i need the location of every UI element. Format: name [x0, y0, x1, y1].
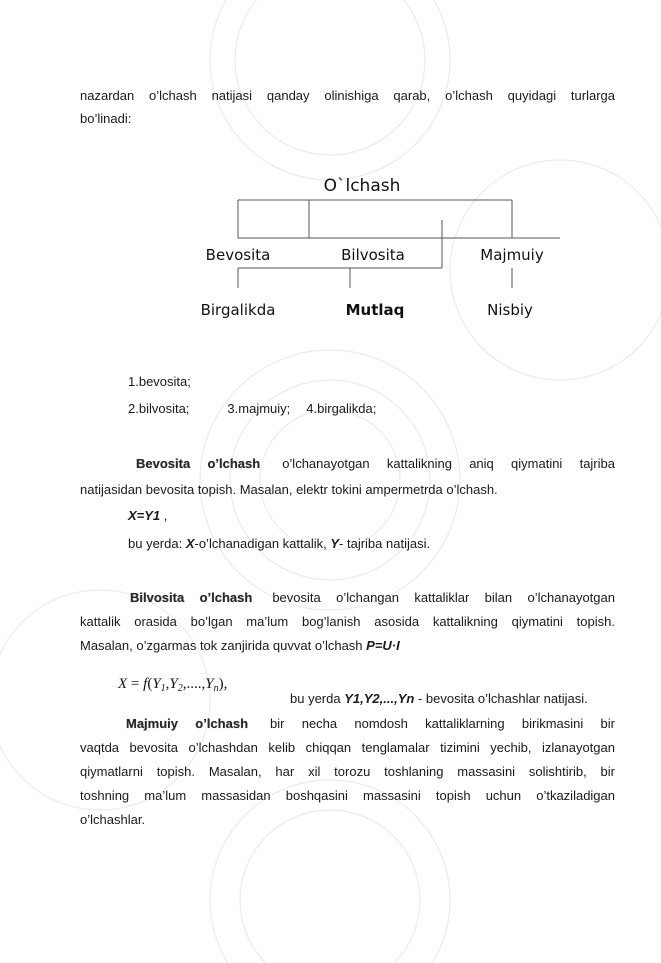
- bilvosita-line-1-text: bevosita o’lchangan kattaliklar bilan o’lchanayotgan: [272, 590, 615, 605]
- formula-fn: f: [143, 676, 148, 692]
- formula-y2-sub: 2: [177, 683, 183, 694]
- bevosita-where-prefix: bu yerda:: [128, 536, 183, 551]
- bilvosita-line-3-text: Masalan, o’zgarmas tok zanjirida quvvat o’lchash: [80, 638, 363, 653]
- formula-lhs: X: [118, 676, 128, 692]
- bilvosita-line-3: [80, 634, 615, 657]
- list-row-2: [128, 397, 608, 420]
- majmuiy-line-4: toshning ma’lum massasidan boshqasini massasini topish uchun o’tkaziladigan: [80, 788, 615, 803]
- bevosita-formula: X=Y1: [128, 508, 161, 523]
- formula-yn: Y: [205, 676, 214, 692]
- majmuiy-line-1: [80, 712, 615, 735]
- diagram-node-bevosita: Bevosita: [205, 246, 271, 264]
- bilvosita-line-1: [80, 586, 615, 609]
- list-item-1: 1.bevosita;: [128, 374, 191, 389]
- formula-yn-sub: n: [213, 683, 219, 694]
- bevosita-formula-tail: ,: [163, 508, 168, 523]
- bevosita-line-1: [80, 452, 615, 475]
- formula-dots: ,....,: [182, 676, 206, 692]
- diagram-node-majmuiy: Majmuiy: [480, 246, 544, 264]
- majmuiy-line-5: o’lchashlar.: [80, 812, 146, 827]
- bevosita-where-y: Y: [330, 536, 340, 551]
- bilvosita-term: Bilvosita o’lchash: [130, 590, 253, 605]
- measurement-types-diagram: [190, 170, 560, 330]
- diagram-node-nisbiy: Nisbiy: [487, 301, 533, 319]
- bilvosita-line-2: kattalik orasida bo’lgan ma’lum bog’lanish asosida kattalikning qiymatini topish.: [80, 614, 615, 629]
- formula-y2: Y: [169, 676, 178, 692]
- formula-note-prefix: bu yerda: [290, 691, 341, 706]
- list-item-4: 4.birgalikda;: [306, 401, 377, 416]
- formula-y1: Y: [152, 676, 161, 692]
- intro-line-1: nazardan o’lchash natijasi qanday olinishiga qarab, o’lchash quyidagi turlarga: [80, 88, 615, 103]
- bevosita-line-2: natijasidan bevosita topish. Masalan, elektr tokini ampermetrda o’lchash.: [80, 482, 498, 497]
- majmuiy-line-3: qiymatlarni topish. Masalan, har xil torozu toshlaning massasini solishtirib, bir: [80, 764, 615, 779]
- bevosita-formula-line: [128, 504, 608, 527]
- list-item-2: 2.bilvosita;: [128, 401, 190, 416]
- majmuiy-line-2: vaqtda bevosita o’lchashdan kelib chiqqan tenglamalar tizimini yechib, izlanayotgan: [80, 740, 615, 755]
- bilvosita-formula-note: [290, 687, 615, 710]
- majmuiy-term: Majmuiy o’lchash: [126, 716, 249, 731]
- intro-line-2: bo’linadi:: [80, 111, 132, 126]
- bevosita-line-1-text: o’lchanayotgan kattalikning aniq qiymatini tajriba: [282, 456, 615, 471]
- formula-open: (: [147, 676, 153, 692]
- majmuiy-line-1-text: bir necha nomdosh kattaliklarning birikmasini bir: [270, 716, 615, 731]
- bevosita-term: Bevosita o’lchash: [136, 456, 261, 471]
- bevosita-where-x: X: [185, 536, 195, 551]
- formula-note-vars: Y1,Y2,...,Yn: [344, 691, 415, 706]
- diagram-node-bilvosita: Bilvosita: [341, 246, 405, 264]
- bevosita-where-y-text: - tajriba natijasi.: [339, 536, 431, 551]
- diagram-node-birgalikda: Birgalikda: [200, 301, 276, 319]
- bevosita-where-x-text: -o’lchanadigan kattalik,: [194, 536, 327, 551]
- formula-close: ),: [218, 676, 228, 692]
- diagram-root: O`lchash: [323, 176, 401, 196]
- list-item-3: 3.majmuiy;: [227, 401, 291, 416]
- formula-eq: =: [130, 676, 140, 692]
- bilvosita-line-3-formula: P=U·I: [366, 638, 400, 653]
- formula-y1-sub: 1: [160, 683, 166, 694]
- formula-note-text: - bevosita o’lchashlar natijasi.: [417, 691, 588, 706]
- bilvosita-display-formula: $X = f(Y_1,Y_2,....,Y_n)$,: [118, 676, 228, 694]
- bevosita-where-line: [128, 532, 608, 555]
- diagram-node-mutlaq: Mutlaq: [345, 301, 405, 319]
